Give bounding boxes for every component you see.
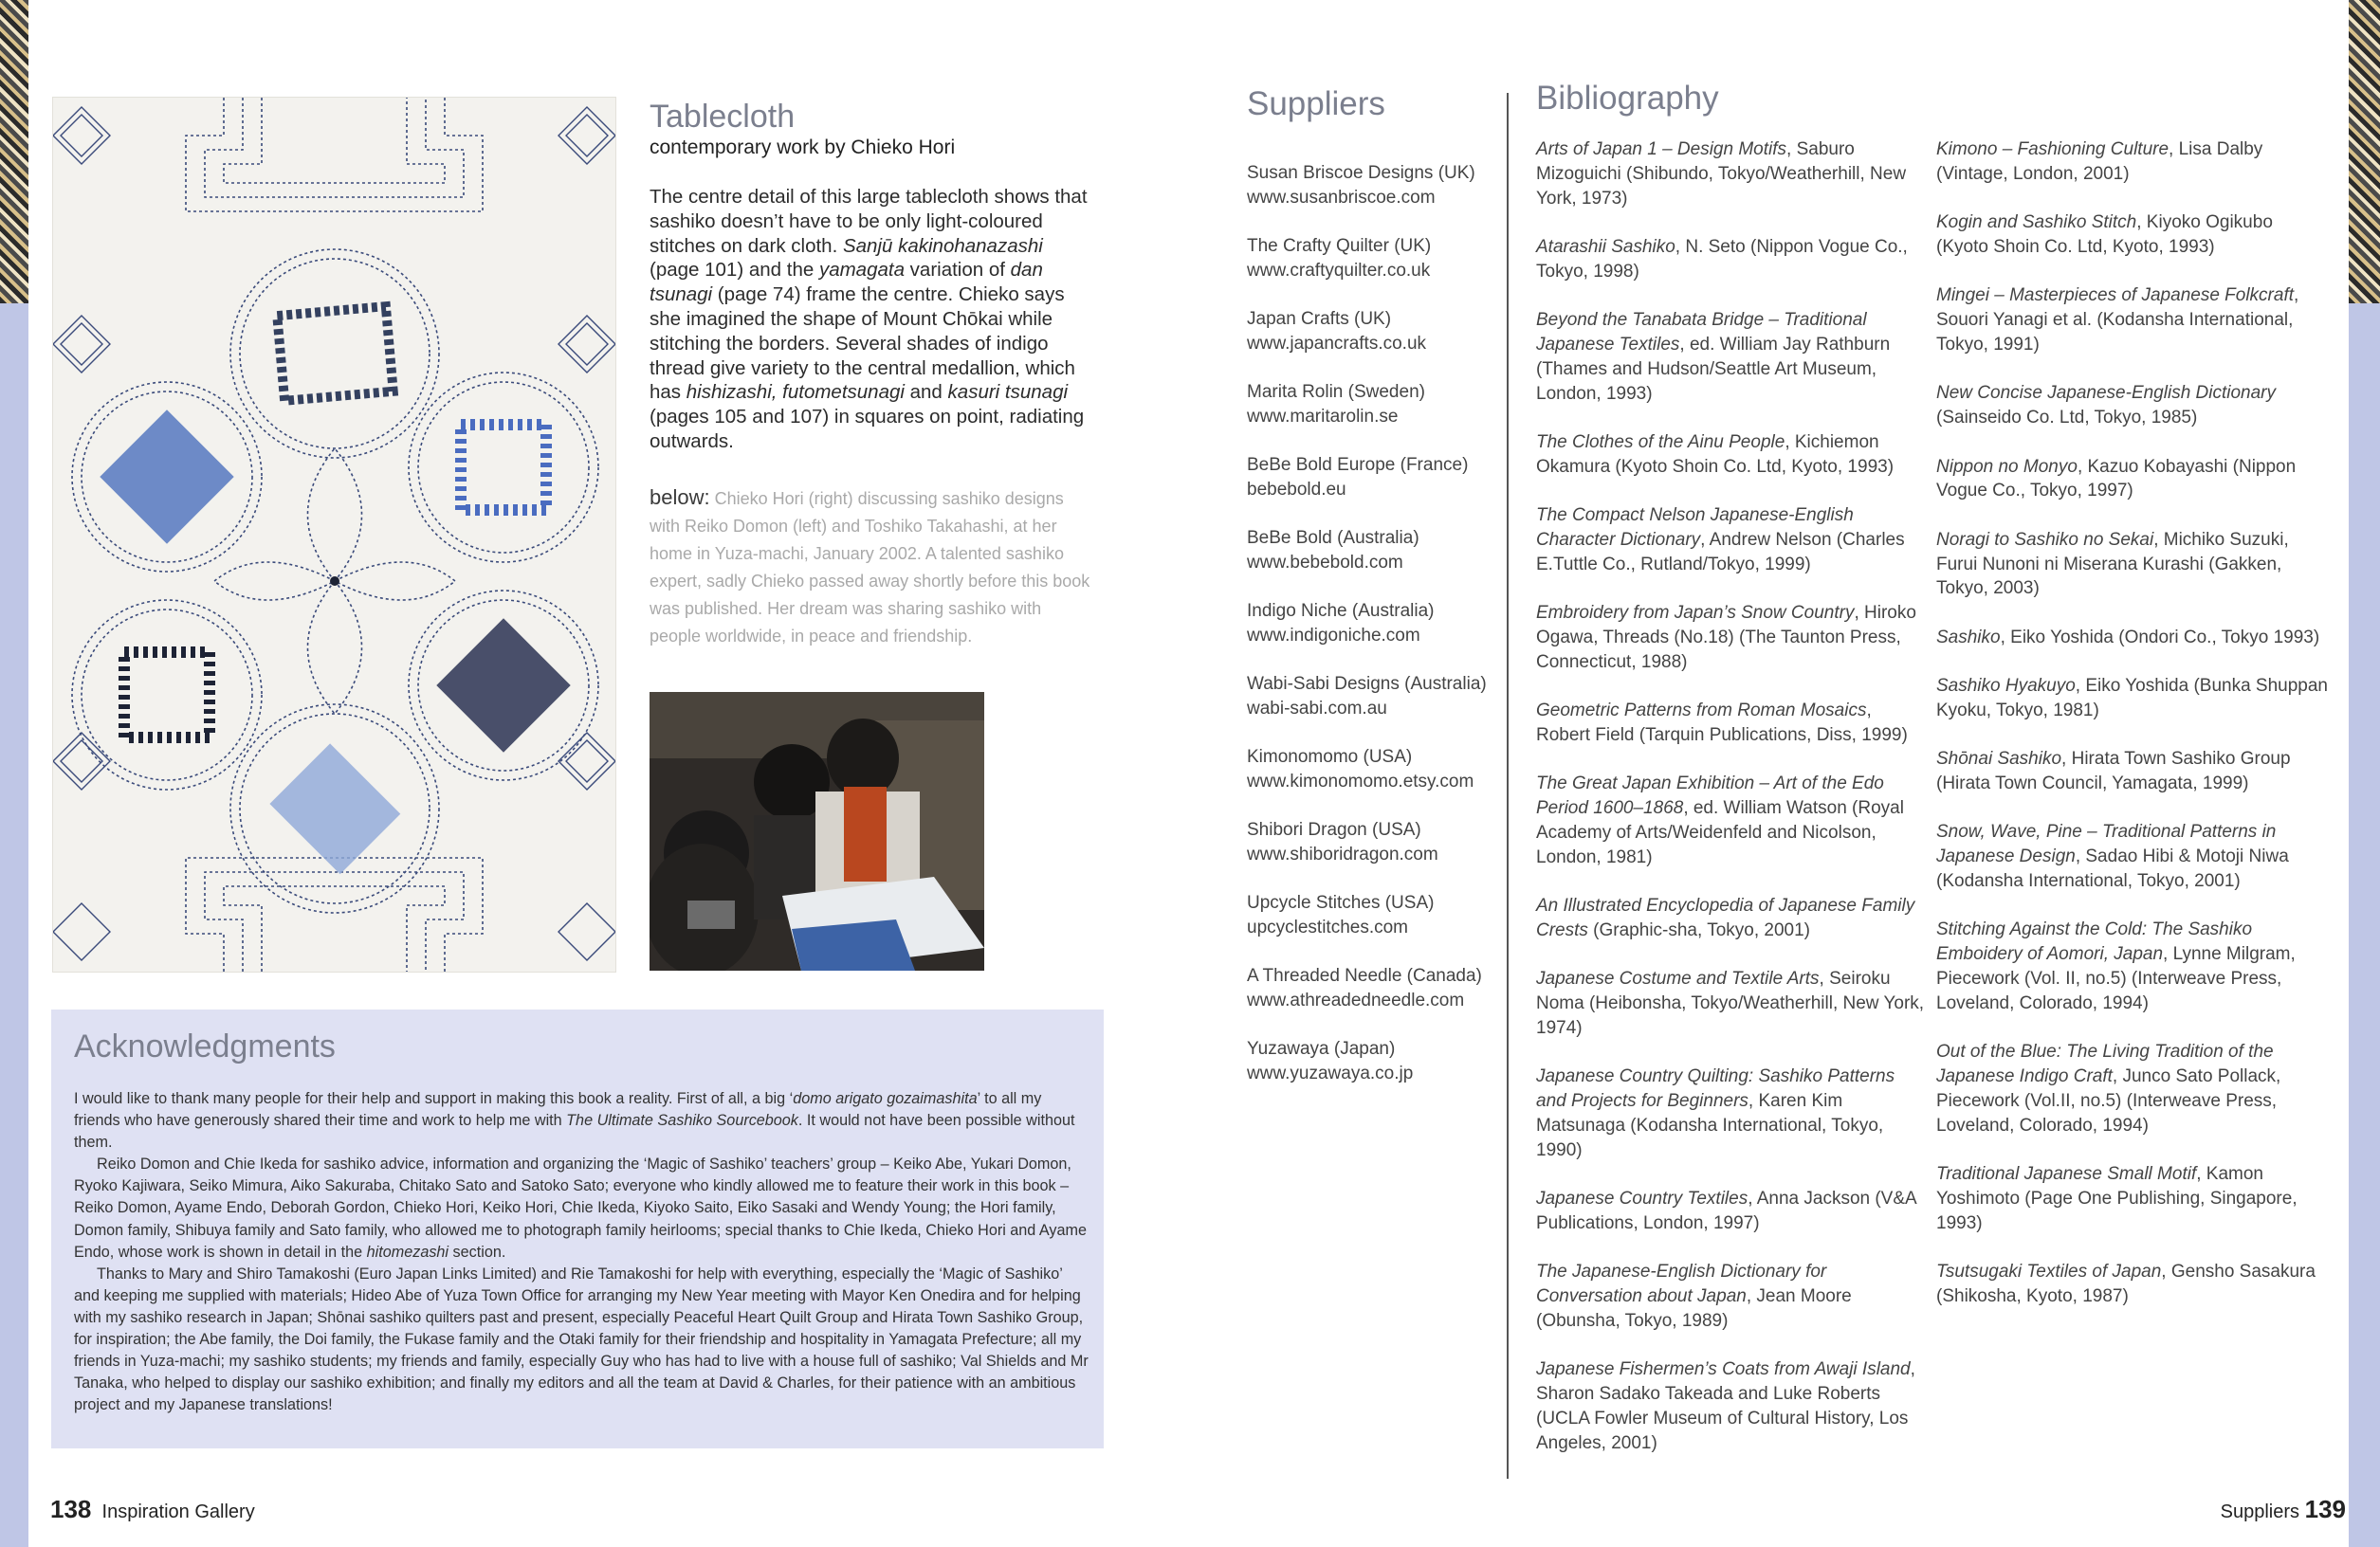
supplier-item — [1247, 307, 1503, 355]
bibliography-entry — [1536, 894, 1925, 943]
book-title: Japanese Costume and Textile Arts — [1536, 969, 1820, 990]
book-details: , Sadao Hibi & Motoji Niwa (Kodansha International, Tokyo, 2001) — [1936, 846, 2289, 892]
supplier-item — [1247, 599, 1503, 647]
bibliography-entry — [1936, 283, 2330, 356]
supplier-url[interactable]: bebebold.eu — [1247, 479, 1346, 500]
supplier-url[interactable]: www.japancrafts.co.uk — [1247, 333, 1427, 354]
book-details: , Saburo Mizoguichi (Shibundo, Tokyo/Weatherhill, New York, 1973) — [1536, 139, 1907, 209]
book-details: , ed. William Watson (Royal Academy of Arts/Weidenfeld and Nicolson, London, 1981) — [1536, 798, 1904, 867]
book-details: , Anna Jackson (V&A Publications, London, 1997) — [1536, 1189, 1916, 1233]
book-details: , Gensho Sasakura (Shikosha, Kyoto, 1987) — [1936, 1262, 2316, 1306]
book-title: Beyond the Tanabata Bridge – Traditional Japanese Textiles — [1536, 310, 1867, 355]
book-details: , Seiroku Noma (Heibonsha, Tokyo/Weatherhill, New York, 1974) — [1536, 969, 1925, 1038]
supplier-url[interactable]: www.maritarolin.se — [1247, 406, 1399, 427]
section-name-right: Suppliers — [2220, 1502, 2300, 1522]
supplier-url[interactable]: www.bebebold.com — [1247, 552, 1403, 573]
people-discussing-sashiko-photo — [650, 692, 984, 971]
book-title: The Clothes of the Ainu People — [1536, 431, 1785, 452]
book-details: , Andrew Nelson (Charles E.Tuttle Co., Rutland/Tokyo, 1999) — [1536, 529, 1905, 574]
book-title: Japanese Country Textiles — [1536, 1189, 1748, 1210]
page-number-right: 139 — [2304, 1495, 2346, 1523]
book-details: , Lynne Milgram, Piecework (Vol. II, no.5) (Interweave Press, Loveland, Colorado, 1994) — [1936, 944, 2296, 1013]
folio-left — [50, 1495, 255, 1524]
supplier-url[interactable]: www.yuzawaya.co.jp — [1247, 1063, 1414, 1083]
bibliography-entry — [1536, 503, 1925, 576]
supplier-url[interactable]: wabi-sabi.com.au — [1247, 698, 1387, 719]
book-details: , ed. William Jay Rathburn (Thames and Hudson/Seattle Art Museum, London, 1993) — [1536, 334, 1891, 404]
book-title: Tsutsugaki Textiles of Japan — [1936, 1262, 2162, 1283]
book-details: , Junco Sato Pollack, Piecework (Vol.II, no.5) (Interweave Press, Loveland, Colorado, 1994) — [1936, 1066, 2281, 1136]
sashiko-tablecloth-illustration — [53, 98, 615, 972]
suppliers-title: Suppliers — [1247, 85, 1385, 122]
bibliography-entry — [1536, 772, 1925, 869]
bibliography-entry — [1936, 137, 2330, 187]
supplier-name: Wabi-Sabi Designs (Australia) — [1247, 674, 1487, 694]
book-details: , Eiko Yoshida (Bunka Shuppan Kyoku, Tokyo, 1981) — [1936, 676, 2329, 720]
bibliography-entry — [1536, 308, 1925, 406]
supplier-item — [1247, 380, 1503, 428]
book-details: , Lisa Dalby (Vintage, London, 2001) — [1936, 139, 2263, 184]
book-title: Sashiko — [1936, 627, 2001, 647]
book-title: Out of the Blue: The Living Tradition of the Japanese Indigo Craft — [1936, 1042, 2274, 1087]
left-edge-pattern — [0, 0, 28, 303]
supplier-name: Shibori Dragon (USA) — [1247, 820, 1421, 840]
ack-paragraph-2: Reiko Domon and Chie Ikeda for sashiko advice, information and organizing the ‘Magic of Sashiko’ teachers’ group – Keiko Abe, Yukari Domon, Ryoko Kajiwara, Seiko Mimura, Aiko Sakuraba, Chitako Sato and Satoko Sato; everyone who kindly allowed me to feature their work in this book – Reiko Domon, Ayame Endo, Deborah Gordon, Chieko Hori, Keiko Hori, Chie Ikeda, Kiyoko Saito, Eiko Sasaki and Wendy Young; the Hori family, Domon family, Shibuya family and Sato family, who allowed me to photograph family heirlooms; special thanks to Chie Ikeda, Chieko Hori and Ayame Endo, whose work is shown in detail in the hitomezashi section. — [74, 1156, 1088, 1261]
bibliography-entry — [1536, 699, 1925, 748]
book-details: , Michiko Suzuki, Furui Nunoni ni Miserana Kurashi (Gakken, Tokyo, 2003) — [1936, 529, 2289, 599]
bibliography-column-2 — [1936, 137, 2330, 1333]
book-details: , Kamon Yoshimoto (Page One Publishing, Singapore, 1993) — [1936, 1164, 2298, 1233]
book-title: Japanese Country Quilting: Sashiko Patterns and Projects for Beginners — [1536, 1066, 1895, 1112]
tablecloth-title: Tablecloth — [650, 99, 796, 135]
bibliography-entry — [1936, 1040, 2330, 1138]
bibliography-entry — [1936, 528, 2330, 601]
bibliography-entry — [1936, 1260, 2330, 1309]
book-title: Traditional Japanese Small Motif — [1936, 1164, 2197, 1185]
book-title: Snow, Wave, Pine – Traditional Patterns in Japanese Design — [1936, 822, 2277, 867]
supplier-url[interactable]: www.susanbriscoe.com — [1247, 187, 1436, 208]
supplier-name: Susan Briscoe Designs (UK) — [1247, 163, 1475, 183]
suppliers-list — [1247, 161, 1503, 1110]
book-title: Shōnai Sashiko — [1936, 749, 2062, 770]
bibliography-entry — [1936, 381, 2330, 430]
book-title: The Great Japan Exhibition – Art of the Edo Period 1600–1868 — [1536, 774, 1884, 819]
book-title: Kogin and Sashiko Stitch — [1936, 212, 2137, 233]
supplier-url[interactable]: www.athreadedneedle.com — [1247, 990, 1465, 1010]
bibliography-entry — [1936, 626, 2330, 650]
bibliography-entry — [1936, 455, 2330, 504]
bibliography-entry — [1536, 1357, 1925, 1455]
supplier-name: BeBe Bold Europe (France) — [1247, 455, 1469, 475]
bibliography-entry — [1536, 1260, 1925, 1333]
book-title: Stitching Against the Cold: The Sashiko Emboidery of Aomori, Japan — [1936, 919, 2253, 965]
bibliography-title: Bibliography — [1536, 80, 1719, 117]
book-details: , Robert Field (Tarquin Publications, Diss, 1999) — [1536, 701, 1908, 745]
book-title: Japanese Fishermen’s Coats from Awaji Island — [1536, 1359, 1911, 1380]
supplier-name: Yuzawaya (Japan) — [1247, 1039, 1396, 1059]
supplier-item — [1247, 964, 1503, 1012]
photo-caption — [650, 483, 1095, 650]
supplier-item — [1247, 672, 1503, 720]
book-title: Embroidery from Japan’s Snow Country — [1536, 603, 1855, 624]
bibliography-entry — [1936, 747, 2330, 796]
people-photo — [650, 692, 984, 971]
ack-paragraph-3: Thanks to Mary and Shiro Tamakoshi (Euro Japan Links Limited) and Rie Tamakoshi for help with everything, especially the ‘Magic of Sashiko’ and keeping me supplied with materials; Hideo Abe of Yuza Town Office for arranging my New Year meeting with Mayor Ken Onedira and for helping with my sashiko research in Japan; Shōnai sashiko quilters past and present, especially Peaceful Heart Quilt Group and Hirata Town Sashiko Group, for inspiration; the Abe family, the Doi family, the Fukase family and the Otaki family for their friendship and hospitality in Yamagata Prefecture; all my friends in Yuza-machi; my sashiko students; my friends and family, especially Guy who has had to live with a house full of sashiko; Val Shields and Mr Tanaka, who helped to display our sashiko exhibition; and finally my editors and all the team at David & Charles, for their patience with an ambitious project and my Japanese translations! — [74, 1265, 1089, 1414]
supplier-url[interactable]: www.indigoniche.com — [1247, 625, 1420, 646]
book-details: , Kazuo Kobayashi (Nippon Vogue Co., Tokyo, 1997) — [1936, 456, 2297, 501]
supplier-item — [1247, 526, 1503, 574]
book-details: , Kichiemon Okamura (Kyoto Shoin Co. Ltd, Kyoto, 1993) — [1536, 431, 1895, 477]
book-title: The Japanese-English Dictionary for Conversation about Japan — [1536, 1262, 1827, 1307]
acknowledgments-text — [74, 1088, 1089, 1416]
bibliography-entry — [1536, 1065, 1925, 1162]
tablecloth-description: The centre detail of this large tablecloth shows that sashiko doesn’t have to be only light-coloured stitches on dark cloth. Sanjū kakinohanazashi (page 101) and the yamagata variation of dan tsunagi (page 74) frame the centre. Chieko says she imagined the shape of Mount Chōkai while stitching the borders. Several shades of indigo thread give variety to the central medallion, which has hishizashi, futometsunagi and kasuri tsunagi (pages 105 and 107) in squares on point, radiating outwards. — [650, 186, 1088, 452]
supplier-name: Upcycle Stitches (USA) — [1247, 893, 1435, 913]
column-divider — [1507, 93, 1509, 1479]
supplier-item — [1247, 1037, 1503, 1085]
book-title: Atarashii Sashiko — [1536, 236, 1675, 257]
book-details: , N. Seto (Nippon Vogue Co., Tokyo, 1998) — [1536, 236, 1908, 282]
book-title: Geometric Patterns from Roman Mosaics — [1536, 701, 1867, 721]
page-number-left: 138 — [50, 1495, 92, 1523]
book-title: An Illustrated Encyclopedia of Japanese Family Crests — [1536, 896, 1915, 940]
bibliography-entry — [1536, 601, 1925, 674]
book-details: , Kiyoko Ogikubo (Kyoto Shoin Co. Ltd, Kyoto, 1993) — [1936, 212, 2273, 257]
supplier-item — [1247, 745, 1503, 793]
supplier-url[interactable]: www.kimonomomo.etsy.com — [1247, 771, 1474, 792]
bibliography-entry — [1536, 1187, 1925, 1236]
supplier-name: A Threaded Needle (Canada) — [1247, 966, 1482, 986]
book-details: , Eiko Yoshida (Ondori Co., Tokyo 1993) — [2000, 627, 2320, 647]
ack-paragraph-1: I would like to thank many people for their help and support in making this book a reality. First of all, a big ‘domo arigato gozaimashita’ to all my friends who have generously shared their time and work to help me with The Ultimate Sashiko Sourcebook. It would not have been possible without them. — [74, 1090, 1075, 1152]
section-name-left: Inspiration Gallery — [101, 1502, 255, 1522]
supplier-item — [1247, 161, 1503, 209]
supplier-url[interactable]: www.craftyquilter.co.uk — [1247, 260, 1431, 281]
supplier-name: The Crafty Quilter (UK) — [1247, 236, 1432, 256]
book-title: Sashiko Hyakuyo — [1936, 676, 2076, 697]
caption-text: Chieko Hori (right) discussing sashiko designs with Reiko Domon (left) and Toshiko Takahashi, at her home in Yuza-machi, January 2002. A talented sashiko expert, sadly Chieko passed away shortly before this book was published. Her dream was sharing sashiko with people worldwide, in peace and friendship. — [650, 489, 1090, 646]
book-title: Mingei – Masterpieces of Japanese Folkcraft — [1936, 285, 2295, 306]
book-title: The Compact Nelson Japanese-English Character Dictionary — [1536, 505, 1854, 550]
book-details: , Hirata Town Sashiko Group (Hirata Town Council, Yamagata, 1999) — [1936, 749, 2291, 794]
caption-lead: below: — [650, 485, 710, 509]
bibliography-entry — [1936, 918, 2330, 1015]
supplier-name: Japan Crafts (UK) — [1247, 309, 1392, 329]
supplier-item — [1247, 818, 1503, 866]
bibliography-column-1 — [1536, 137, 1925, 1480]
book-details: (Sainseido Co. Ltd, Tokyo, 1985) — [1936, 408, 2198, 428]
bibliography-entry — [1936, 674, 2330, 723]
tablecloth-subtitle: contemporary work by Chieko Hori — [650, 136, 956, 158]
book-details: (Graphic-sha, Tokyo, 2001) — [1587, 919, 1811, 940]
supplier-name: Marita Rolin (Sweden) — [1247, 382, 1425, 402]
bibliography-entry — [1536, 137, 1925, 210]
bibliography-entry — [1536, 967, 1925, 1040]
supplier-item — [1247, 453, 1503, 501]
book-title: Noragi to Sashiko no Sekai — [1936, 529, 2154, 550]
supplier-url[interactable]: upcyclestitches.com — [1247, 917, 1409, 937]
book-details: , Hiroko Ogawa, Threads (No.18) (The Taunton Press, Connecticut, 1988) — [1536, 603, 1916, 672]
bibliography-entry — [1936, 1162, 2330, 1235]
book-title: New Concise Japanese-English Dictionary — [1936, 383, 2277, 404]
tablecloth-photo — [52, 97, 616, 973]
book-details: , Karen Kim Matsunaga (Kodansha International, Tokyo, 1990) — [1536, 1091, 1884, 1160]
acknowledgments-title: Acknowledgments — [74, 1028, 336, 1065]
supplier-name: Indigo Niche (Australia) — [1247, 601, 1435, 621]
book-details: , Jean Moore (Obunsha, Tokyo, 1989) — [1536, 1286, 1852, 1331]
book-details: , Souori Yanagi et al. (Kodansha International, Tokyo, 1991) — [1936, 285, 2299, 355]
book-title: Kimono – Fashioning Culture — [1936, 139, 2169, 159]
supplier-name: Kimonomomo (USA) — [1247, 747, 1413, 767]
book-title: Arts of Japan 1 – Design Motifs — [1536, 139, 1787, 159]
folio-right — [2221, 1495, 2346, 1524]
bibliography-entry — [1936, 820, 2330, 893]
bibliography-entry — [1536, 430, 1925, 480]
book-details: , Sharon Sadako Takeada and Luke Roberts (UCLA Fowler Museum of Cultural History, Los Angeles, 2001) — [1536, 1359, 1915, 1453]
supplier-url[interactable]: www.shiboridragon.com — [1247, 844, 1438, 864]
right-edge-pattern — [2349, 0, 2380, 303]
bibliography-entry — [1536, 235, 1925, 284]
supplier-name: BeBe Bold (Australia) — [1247, 528, 1419, 548]
supplier-item — [1247, 891, 1503, 939]
supplier-item — [1247, 234, 1503, 282]
bibliography-entry — [1936, 210, 2330, 260]
book-title: Nippon no Monyo — [1936, 456, 2078, 477]
